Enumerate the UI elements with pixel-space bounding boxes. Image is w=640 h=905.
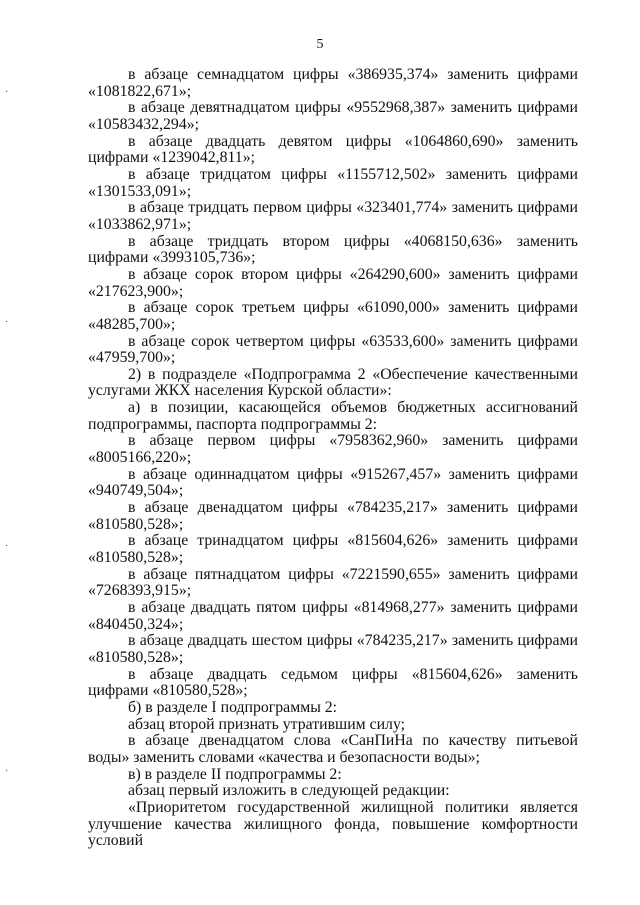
paragraph: в абзаце первом цифры «7958362,960» заменить цифрами «8005166,220»; <box>88 432 578 467</box>
margin-mark: · <box>5 766 9 777</box>
paragraph: в абзаце двенадцатом цифры «784235,217» заменить цифрами «810580,528»; <box>88 499 578 533</box>
margin-mark: · <box>5 87 9 98</box>
paragraph: в абзаце тридцать втором цифры «4068150,636» заменить цифрами «3993105,736»; <box>88 232 578 267</box>
paragraph: в абзаце тридцатом цифры «1155712,502» заменить цифрами «1301533,091»; <box>88 165 578 200</box>
paragraph: в абзаце сорок втором цифры «264290,600» заменить цифрами «217623,900»; <box>88 265 578 300</box>
paragraph: в абзаце тринадцатом цифры «815604,626» заменить цифрами «810580,528»; <box>88 532 578 567</box>
margin-mark: · <box>5 541 9 552</box>
paragraph: абзац второй признать утратившим силу; <box>128 715 406 733</box>
paragraph: в абзаце двадцать седьмом цифры «815604,626» заменить цифрами «810580,528»; <box>88 665 578 700</box>
paragraph: в абзаце сорок третьем цифры «61090,000» заменить цифрами «48285,700»; <box>88 299 578 333</box>
page-number: 5 <box>316 37 324 52</box>
paragraph: в абзаце семнадцатом цифры «386935,374» заменить цифрами «1081822,671»; <box>88 66 578 100</box>
paragraph: «Приоритетом государственной жилищной политики является улучшение качества жилищного фонда, повышение комфортности условий <box>88 798 578 850</box>
paragraph: а) в позиции, касающейся объемов бюджетных ассигнований подпрограммы, паспорта подпрограммы 2: <box>88 399 578 433</box>
paragraph: в абзаце двадцать пятом цифры «814968,277» заменить цифрами «840450,324»; <box>88 599 578 633</box>
paragraph: 2) в подразделе «Подпрограмма 2 «Обеспечение качественными услугами ЖКХ населения Курской области»: <box>88 365 578 400</box>
document-body <box>88 67 578 850</box>
paragraph: в абзаце двадцать девятом цифры «1064860,690» заменить цифрами «1239042,811»; <box>88 132 578 167</box>
paragraph: в абзаце сорок четвертом цифры «63533,600» заменить цифрами «47959,700»; <box>88 332 578 367</box>
margin-mark: · <box>5 317 9 328</box>
paragraph: в) в разделе II подпрограммы 2: <box>128 765 342 783</box>
paragraph: в абзаце двадцать шестом цифры «784235,217» заменить цифрами «810580,528»; <box>88 632 578 666</box>
paragraph: в абзаце девятнадцатом цифры «9552968,387» заменить цифрами «10583432,294»; <box>88 99 578 133</box>
paragraph: в абзаце пятнадцатом цифры «7221590,655» заменить цифрами «7268393,915»; <box>88 565 578 600</box>
paragraph: в абзаце тридцать первом цифры «323401,774» заменить цифрами «1033862,971»; <box>88 199 578 233</box>
paragraph: б) в разделе I подпрограммы 2: <box>128 698 338 716</box>
paragraph: в абзаце двенадцатом слова «СанПиНа по качеству питьевой воды» заменить словами «качества и безопасности воды»; <box>88 732 578 766</box>
paragraph: абзац первый изложить в следующей редакции: <box>128 782 450 800</box>
paragraph: в абзаце одиннадцатом цифры «915267,457» заменить цифрами «940749,504»; <box>88 465 578 500</box>
